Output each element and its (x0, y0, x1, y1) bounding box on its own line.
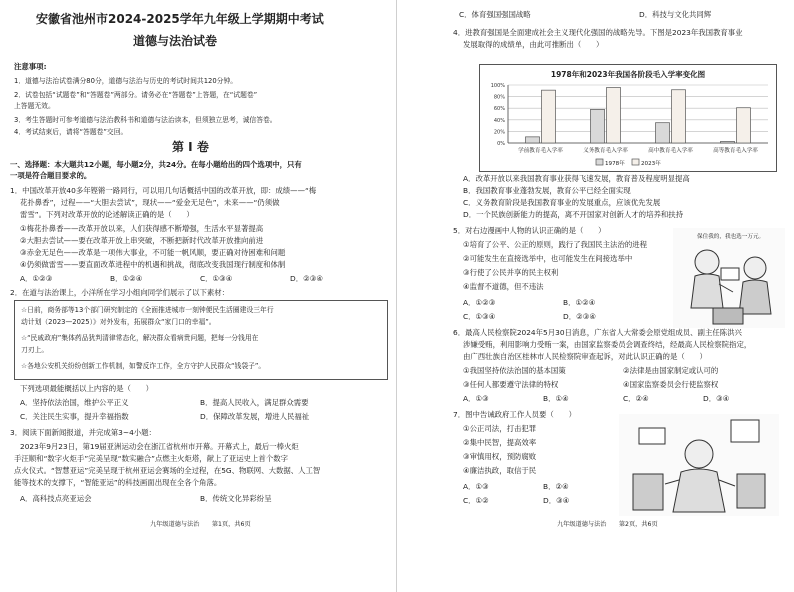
q2-option-d: D．保障改革发展，增进人民福祉 (200, 412, 310, 421)
q7-stmt-3: ③审慎用权，预防腐败 (463, 452, 537, 461)
q7-stmt-2: ②集中民智，提高效率 (463, 438, 537, 447)
bar (526, 137, 540, 143)
bar (542, 90, 556, 143)
q5-option-b: B．①②④ (563, 298, 596, 307)
q1-line-3: 雷雪”。下列对改革开放的论述解读正确的是（ ） (20, 210, 194, 219)
legend-swatch (596, 159, 603, 165)
q7-stem: 7．图中告诫政府工作人员要（ ） (453, 410, 576, 419)
q5-stmt-3: ③行使了公民并享的民主权利 (463, 268, 559, 277)
q6-line-2: 涉嫌受贿，利用影响力受贿一案，由国家监察委员会调查终结，经最高人民检察院指定， (463, 340, 752, 349)
notice-2: 2．试卷包括“试题卷”和“答题卷”两部分。请务必在“答题卷”上答题，在“试题卷” (14, 91, 258, 99)
bar (672, 90, 686, 143)
q5-option-c: C．①③④ (463, 312, 496, 321)
q6-stmt-4: ④国家监察委员会行使监察权 (623, 380, 719, 389)
q4-line-2: 发展取得的成绩单，由此可推断出（ ） (463, 40, 604, 49)
q5-option-a: A．①②③ (463, 298, 496, 307)
q5-stmt-1: ①培育了公平、公正的原则，践行了我国民主法治的进程 (463, 240, 648, 249)
q6-stmt-3: ③任何人都要遵守法律的特权 (463, 380, 559, 389)
q3-option-d: D．科技与文化共同辉 (639, 10, 712, 19)
legend-label: 2023年 (641, 161, 661, 167)
chart-svg (480, 65, 776, 171)
q2-material-1: ☆日前，商务部等13个部门研究制定的《全面推进城市一刻钟便民生活圈建设三年行 (21, 306, 274, 314)
q6-option-c: C．②④ (623, 394, 649, 403)
q6-option-b: B．①④ (543, 394, 569, 403)
q1-option-a: A．①②③ (20, 274, 53, 283)
x-tick-label: 义务教育毛入学率 (583, 148, 628, 154)
q4-stmt-a: A．改革开放以来我国教育事业获得飞速发展，教育普及程度明显提高 (463, 174, 690, 183)
x-tick-label: 学前教育毛入学率 (518, 148, 563, 154)
y-tick-label: 0% (497, 141, 505, 147)
anti-corruption-cartoon (619, 414, 779, 516)
q4-stmt-c: C．义务教育阶段是我国教育事业的发展重点，应该优先发展 (463, 198, 661, 207)
cartoon-caption: 保住我的，我也选一万元。 (697, 234, 765, 240)
q1-line-1: 1．中国改革开放40多年铿锵一路同行，可以用几句话概括中国的改革开放，即：成绩——“梅 (10, 186, 317, 195)
q1-stmt-1: ①梅花扑鼻香——改革开放以来，人们获得感不断增强，生活水平显著提高 (20, 224, 264, 233)
section-heading: 第 Ⅰ 卷 (172, 140, 209, 154)
notice-heading: 注意事项: (14, 62, 47, 71)
q5-stem: 5．对右边漫画中人物的认识正确的是（ ） (453, 226, 606, 235)
q7-option-d: D．③④ (543, 496, 570, 505)
q1-stmt-4: ④仍须做雷雪——要直面改革进程中的机遇和挑战，彻底改变我国现行制度和体制 (20, 260, 286, 269)
q1-stmt-3: ③赤金无足色——改革是一项伟大事业，不可能一帆风顺，要正确对待困难和问题 (20, 248, 286, 257)
q4-stmt-b: B．我国教育事业蓬勃发展，教育公平已经全面实现 (463, 186, 631, 195)
part1-instruction: 一、选择题：本大题共12小题，每小题2分，共24分。在每小题给出的四个选项中，只有 (10, 160, 302, 169)
q4-line-1: 4．进教育强国是全面建成社会主义现代化强国的战略先导。下图是2023年我国教育事业 (453, 28, 743, 37)
q2-material-1b: 动计划（2023—2025）》对外发布，拓展群众“家门口的幸福”。 (21, 318, 216, 326)
q6-line-3: 由广西壮族自治区桂林市人民检察院审查起诉，对此认识正确的是（ ） (463, 352, 707, 361)
exam-title: 安徽省池州市2024-2025学年九年级上学期期中考试 (36, 12, 324, 26)
q1-line-2: 花扑鼻香”，过程——“大胆去尝试”，现状——“爱金无足色”，未来——“仍须做 (20, 198, 280, 207)
q2-stem: 2．在道与法治课上，小洋所在学习小组向同学们展示了以下素材： (10, 288, 230, 297)
q1-option-c: C．①③④ (200, 274, 233, 283)
y-tick-label: 60% (493, 106, 505, 113)
q7-option-a: A．①③ (463, 482, 489, 491)
q6-option-d: D．③④ (703, 394, 730, 403)
left-footer: 九年级道德与法治 第1页，共6页 (150, 521, 251, 528)
q3-line-2: 2023年9月23日，第19届亚洲运动会在浙江省杭州市开幕。开幕式上，最后一棒火炬 (20, 442, 299, 451)
q7-stmt-4: ④廉洁执政，取信于民 (463, 466, 537, 475)
q6-option-a: A．①③ (463, 394, 489, 403)
q6-stmt-1: ①我国坚持依法治国的基本国策 (463, 366, 566, 375)
q2-option-c: C．关注民生实事，提升幸福指数 (20, 412, 129, 421)
enrollment-chart (479, 64, 777, 172)
x-tick-label: 高等教育毛入学率 (713, 148, 758, 154)
right-page (397, 0, 794, 592)
bar (737, 108, 751, 143)
q1-stmt-2: ②大胆去尝试——要在改革开放上串突破，不断把新时代改革开放推向前进 (20, 236, 264, 245)
q7-option-c: C．①② (463, 496, 489, 505)
bar (721, 141, 735, 143)
q4-stmt-d: D．一个民族创新能力的提高，离不开国家对创新人才的培养和扶持 (463, 210, 684, 219)
q3-option-b: B．传统文化异彩纷呈 (200, 494, 272, 503)
q2-question: 下列选项最能概括以上内容的是（ ） (20, 384, 154, 393)
q2-material-3: ☆各地公安机关纷纷创新工作机制，如警反诈工作，全方守护人民群众“钱袋子”。 (21, 362, 266, 370)
y-tick-label: 100% (490, 83, 505, 89)
right-footer: 九年级道德与法治 第2页，共6页 (557, 521, 658, 528)
y-tick-label: 20% (493, 129, 505, 136)
y-tick-label: 40% (493, 117, 505, 124)
q2-option-a: A．坚持依法治国，维护公平正义 (20, 398, 129, 407)
q5-stmt-4: ④监督不道德，但不违法 (463, 282, 544, 291)
exam-subtitle: 道德与法治试卷 (133, 34, 218, 48)
bar (591, 109, 605, 143)
voting-cartoon (673, 228, 785, 328)
q3-option-c: C．体育强国强国战略 (459, 10, 531, 19)
q2-material-2b: 刀刃上。 (21, 346, 49, 354)
chart-title: 1978年和2023年我国各阶段毛入学率变化图 (550, 70, 706, 79)
q3-line-1: 3．阅读下面新闻报道，并完成第3~4小题： (10, 428, 156, 437)
q1-option-d: D．②③④ (290, 274, 323, 283)
q6-stmt-2: ②法律是由国家制定或认可的 (623, 366, 719, 375)
q2-material-2: ☆“民戚政府”集体药品犹判清律常态化，解决群众看病贵问题，把每一分钱用在 (21, 334, 259, 342)
legend-label: 1978年 (605, 161, 625, 167)
x-tick-label: 高中教育毛入学率 (648, 148, 693, 154)
q7-stmt-1: ①公正司法，打击犯罪 (463, 424, 537, 433)
q2-option-b: B．提高人民收入，满足群众需要 (200, 398, 309, 407)
q7-option-b: B．②④ (543, 482, 569, 491)
q1-option-b: B．①②④ (110, 274, 143, 283)
q5-option-d: D．②③④ (563, 312, 596, 321)
q3-option-a: A．高科技点亮亚运会 (20, 494, 92, 503)
q6-line-1: 6．最高人民检察院2024年5月30日消息，广东省人大常委会原党组成员、副主任陈洪兴 (453, 328, 742, 337)
notice-3: 3．考生答题时可参考道德与法治教科书和道德与法治读本，但须独立思考，诚信答卷。 (14, 116, 277, 124)
q2-material-box (14, 300, 388, 380)
q3-line-3: 手汪顺和“数字火炬手”完美呈现“数实融合”点燃主火炬塔，献上了亚运史上首个数字 (14, 454, 288, 463)
notice-1: 1．道德与法治试卷满分80分，道德与法治与历史的考试时间共120分钟。 (14, 77, 238, 85)
y-tick-label: 80% (493, 94, 505, 101)
q5-stmt-2: ②可能发生在直接选举中，也可能发生在间接选举中 (463, 254, 633, 263)
notice-4: 4．考试结束后，请将“答题卷”交回。 (14, 128, 128, 136)
legend-swatch (632, 159, 639, 165)
q3-line-5: 能等技术的支撑下，“智能亚运”的科技画面出现在全各个角落。 (14, 478, 222, 487)
bar (607, 87, 621, 143)
notice-2b: 上答题无效。 (14, 102, 55, 110)
bar (656, 123, 670, 143)
q3-line-4: 点火仪式。“智慧亚运”完美呈现于杭州亚运会赛场的全过程，在5G、物联网、大数据、人工智 (14, 466, 321, 475)
part1-instruction-b: 一项是符合题目要求的。 (10, 171, 92, 180)
